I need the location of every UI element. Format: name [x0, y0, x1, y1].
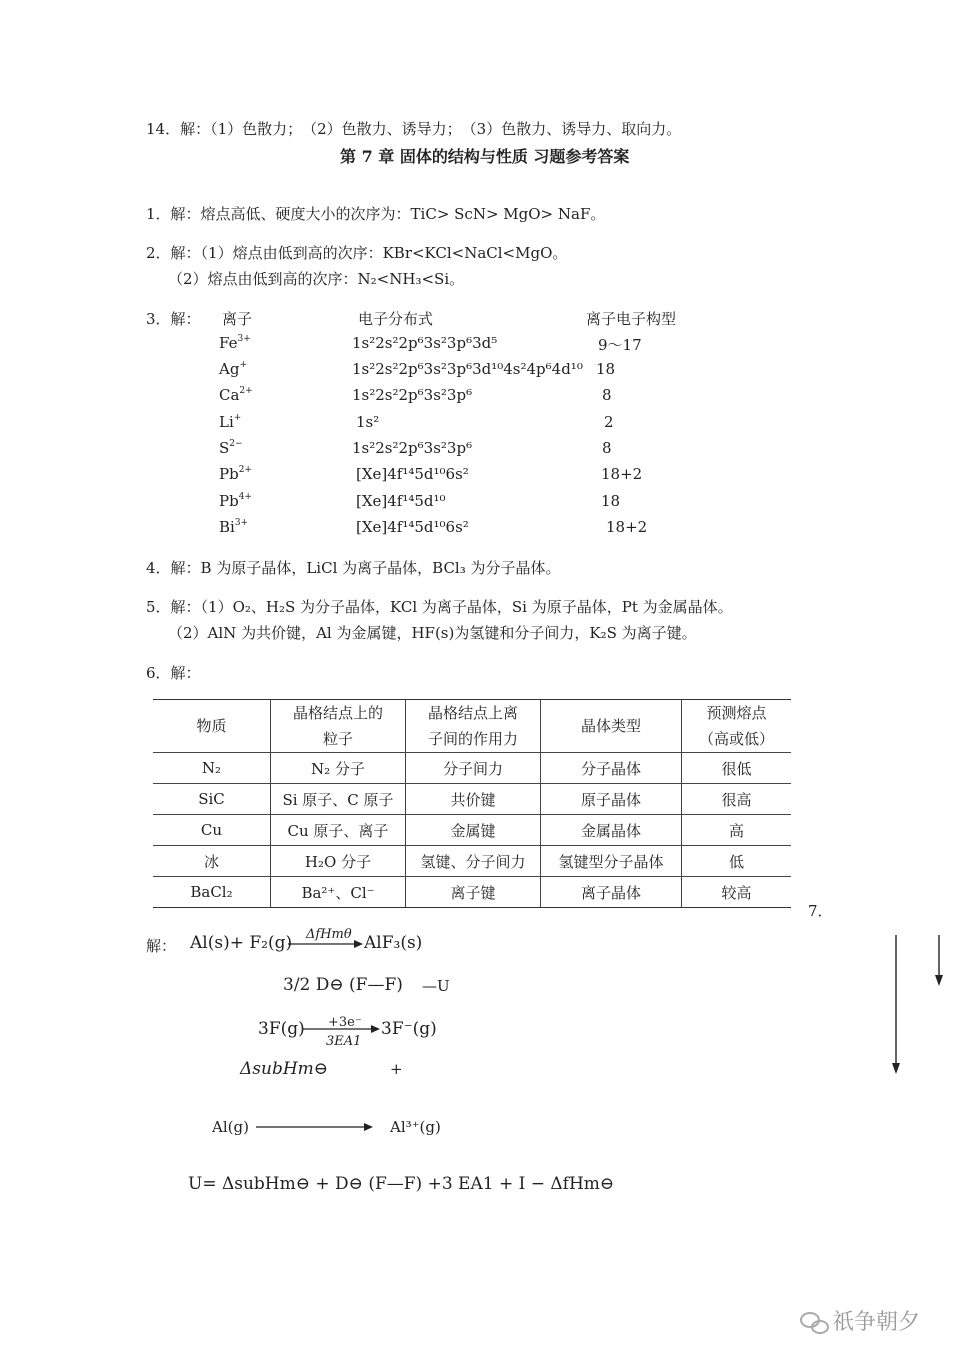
q3-config: [Xe]4f¹⁴5d¹⁰6s² — [356, 465, 469, 483]
q3-config: [Xe]4f¹⁴5d¹⁰6s² — [356, 518, 469, 536]
reaction-arrow-head — [354, 940, 363, 948]
q2-line1: 2．解：（1）熔点由低到高的次序：KBr<KCl<NaCl<MgO。 — [146, 244, 568, 262]
table-cell: 高 — [682, 815, 792, 846]
q3-type: 8 — [602, 386, 612, 404]
ea-arrow-head — [371, 1025, 380, 1033]
table-cell: 较高 — [682, 877, 792, 908]
q3-ion: $Pb^{2+}$ — [219, 465, 252, 483]
table-cell: SiC — [153, 784, 271, 815]
fluoride-ions: 3F⁻(g) — [381, 1019, 437, 1039]
table-header-cell: 晶格结点上离 子间的作用力 — [406, 700, 541, 753]
plus-sign: + — [390, 1060, 403, 1078]
dissociation-energy: 3/2 D⊖ (F—F) — [283, 975, 403, 995]
table-cell: N₂ — [153, 753, 271, 784]
q3-ion: Ag+ — [219, 360, 247, 378]
q3-type: 8 — [602, 439, 612, 457]
table-cell: N₂ 分子 — [271, 753, 406, 784]
q4-answer: 4．解：B 为原子晶体，LiCl 为离子晶体，BCl₃ 为分子晶体。 — [146, 559, 561, 577]
table-cell: 金属晶体 — [541, 815, 682, 846]
q3-ion: $S^{2-}$ — [219, 439, 243, 457]
reaction-right: AlF₃(s) — [364, 933, 423, 953]
q3-config: 1s²2s²2p⁶3s²3p⁶ — [352, 386, 473, 404]
watermark: 祇争朝夕 — [832, 1310, 921, 1335]
table-header-cell: 物质 — [153, 700, 271, 753]
lattice-energy-equation: U= ΔsubHm⊖ + D⊖ (F—F) +3 EA1 + I − ΔfHm⊖ — [188, 1174, 615, 1194]
q3-header-ion: 离子 — [222, 310, 253, 328]
ionization-arrow-head — [364, 1123, 373, 1131]
q3-config: [Xe]4f¹⁴5d¹⁰ — [356, 492, 446, 510]
al-ion-gas: Al³⁺(g) — [390, 1118, 441, 1136]
right-down-arrow-1-head — [935, 975, 943, 986]
q3-type: 18 — [596, 360, 616, 378]
table-cell: 低 — [682, 846, 792, 877]
al-gas: Al(g) — [212, 1118, 249, 1136]
q3-type: 18+2 — [606, 518, 648, 536]
minus-u-label: —U — [422, 977, 450, 995]
table-cell: 氢键型分子晶体 — [541, 846, 682, 877]
q3-ion: $Pb^{4+}$ — [219, 492, 252, 510]
table-cell: 共价键 — [406, 784, 541, 815]
fluorine-atoms: 3F(g) — [258, 1019, 305, 1039]
table-cell: 离子键 — [406, 877, 541, 908]
q6-label: 6．解： — [146, 664, 201, 682]
chapter-title: 第 7 章 固体的结构与性质 习题参考答案 — [340, 147, 630, 166]
sublimation-enthalpy: ΔsubHm⊖ — [240, 1059, 329, 1079]
table-header-cell: 晶格结点上的 粒子 — [271, 700, 406, 753]
table-cell: BaCl₂ — [153, 877, 271, 908]
table-cell: 氢键、分子间力 — [406, 846, 541, 877]
q3-ion: $Fe^{3+}$ — [219, 334, 251, 352]
table-cell: Cu — [153, 815, 271, 846]
table-cell: 很低 — [682, 753, 792, 784]
q3-type: 18 — [601, 492, 621, 510]
table-cell: 分子间力 — [406, 753, 541, 784]
q3-header-config: 电子分布式 — [358, 310, 434, 328]
q3-config: 1s²2s²2p⁶3s²3p⁶3d⁵ — [352, 334, 498, 352]
q2-line2: （2）熔点由低到高的次序：N₂<NH₃<Si。 — [168, 270, 465, 288]
table-cell: 金属键 — [406, 815, 541, 846]
table-cell: 冰 — [153, 846, 271, 877]
q5-line2: （2）AlN 为共价键，Al 为金属键，HF(s)为氢键和分子间力，K₂S 为离子键。 — [168, 624, 697, 642]
table-cell: 分子晶体 — [541, 753, 682, 784]
right-down-arrow-2-head — [892, 1063, 900, 1074]
table-cell: Ba²⁺、Cl⁻ — [271, 877, 406, 908]
table-cell: 很高 — [682, 784, 792, 815]
q3-header-type: 离子电子构型 — [586, 310, 677, 328]
q3-config: 1s²2s²2p⁶3s²3p⁶ — [352, 439, 473, 457]
q3-ion: $Ca^{2+}$ — [219, 386, 253, 404]
q7-label: 解： — [146, 937, 177, 955]
q1-answer: 1．解：熔点高低、硬度大小的次序为：TiC> ScN> MgO> NaF。 — [146, 205, 606, 223]
electron-affinity-top: +3e⁻ — [328, 1015, 362, 1030]
table-cell: Cu 原子、离子 — [271, 815, 406, 846]
table-header-cell: 晶体类型 — [541, 700, 682, 753]
table-cell: Si 原子、C 原子 — [271, 784, 406, 815]
table-cell: 原子晶体 — [541, 784, 682, 815]
q3-type: 2 — [604, 413, 614, 431]
reaction-arrow-label: ΔfHmθ — [306, 927, 352, 942]
q14-answer: 14．解：（1）色散力； （2）色散力、诱导力； （3）色散力、诱导力、取向力。 — [146, 120, 682, 138]
q7-number: 7． — [808, 902, 833, 920]
q3-config: 1s² — [356, 413, 380, 431]
q3-type: 18+2 — [601, 465, 643, 483]
table-cell: 离子晶体 — [541, 877, 682, 908]
wechat-icon — [801, 1313, 828, 1333]
table-header-cell: 预测熔点 （高或低） — [682, 700, 792, 753]
q3-label: 3．解： — [146, 310, 201, 328]
table-cell: H₂O 分子 — [271, 846, 406, 877]
q3-config: 1s²2s²2p⁶3s²3p⁶3d¹⁰4s²4p⁶4d¹⁰ — [352, 360, 583, 378]
q3-type: 9～17 — [598, 336, 642, 354]
q5-line1: 5．解：（1）O₂、H₂S 为分子晶体，KCl 为离子晶体，Si 为原子晶体，Pt 为金属晶体。 — [146, 598, 733, 616]
reaction-left: Al(s)+ F₂(g) — [190, 933, 293, 953]
q3-ion: $Bi^{3+}$ — [219, 518, 249, 536]
electron-affinity-bottom: 3EA1 — [326, 1034, 362, 1049]
q3-ion: Li+ — [219, 413, 242, 431]
